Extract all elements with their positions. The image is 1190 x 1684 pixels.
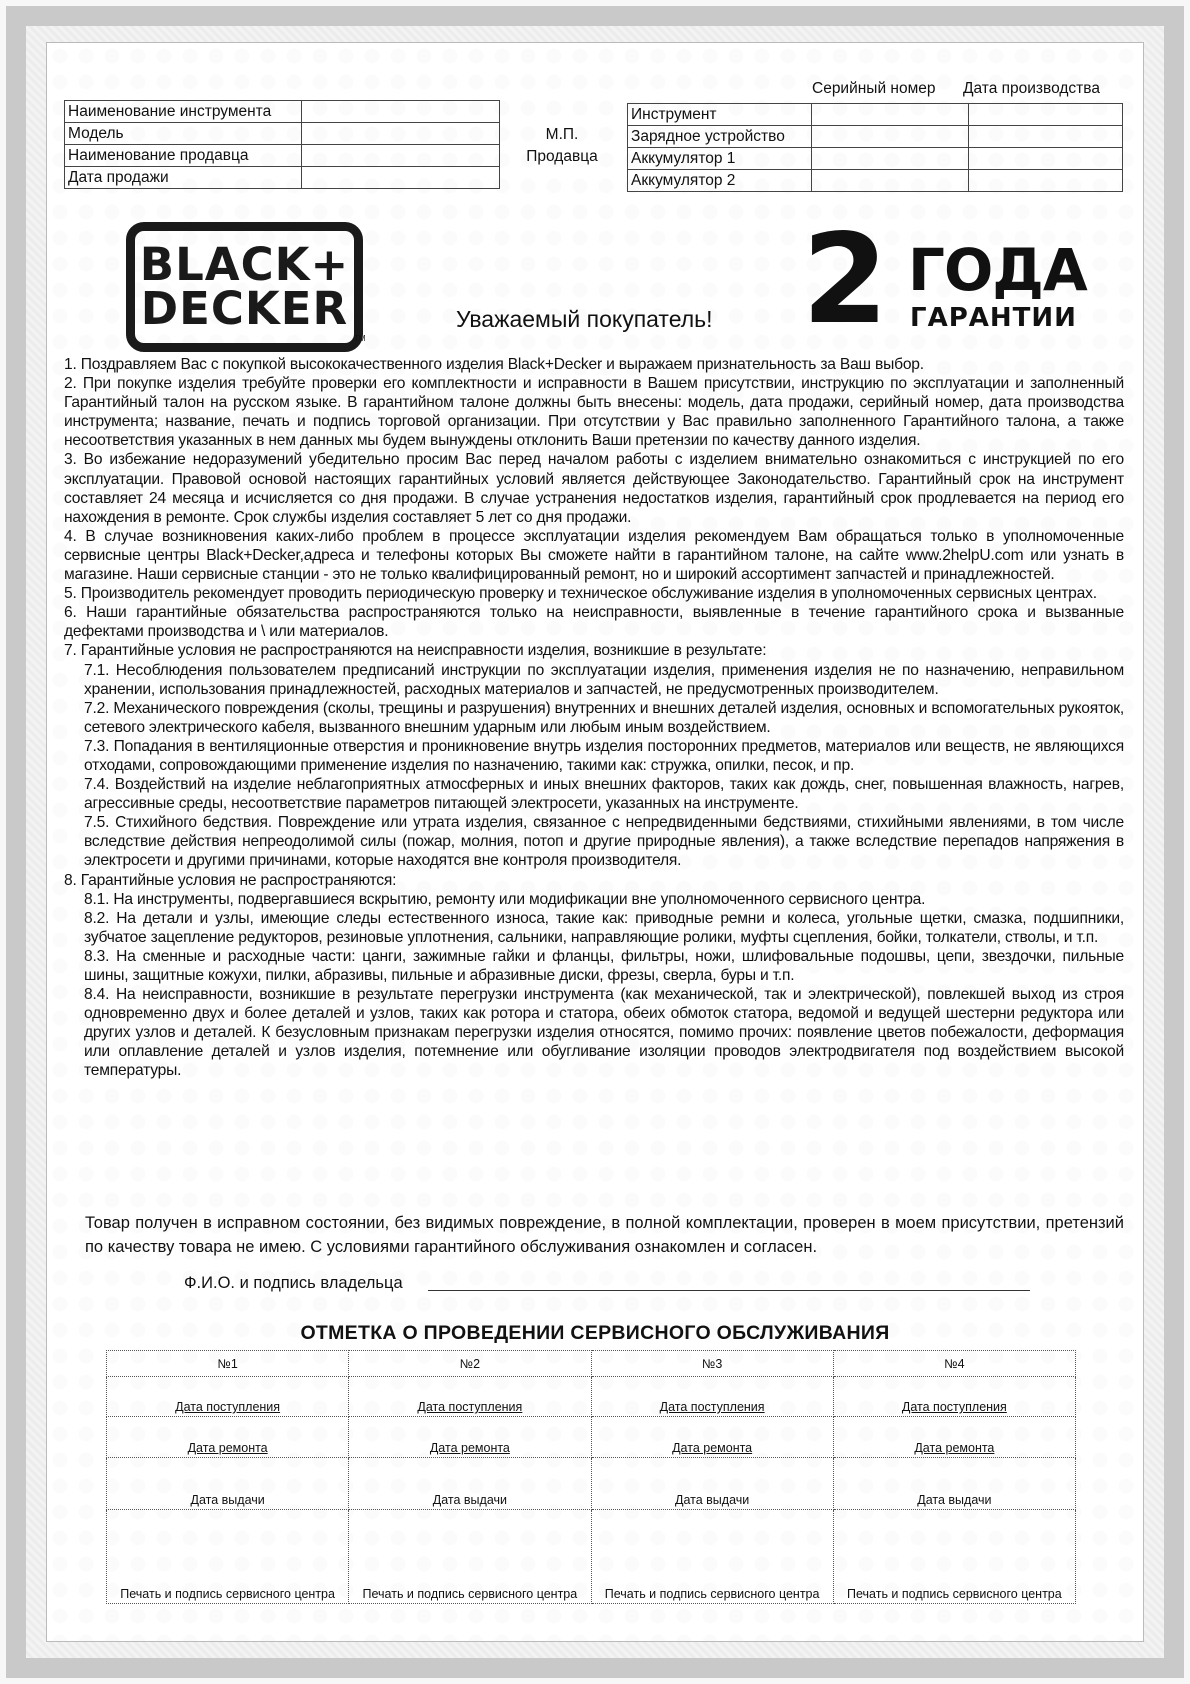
- serial-info-table: [627, 103, 1123, 192]
- received-date-cell[interactable]: [349, 1377, 591, 1417]
- repair-date-cell[interactable]: [107, 1417, 349, 1458]
- warranty-years-label: ГОДА: [908, 236, 1087, 304]
- receipt-statement: Товар получен в исправном состоянии, без видимых повреждение, в полной комплектации, проверен в моем присутствии, претензий по качеству товара не имею. С условиями гарантийного обслуживания ознакомлен и согласен.: [85, 1214, 1124, 1256]
- term-7-4: 7.4. Воздействий на изделие неблагоприятных атмосферных и иных внешних факторов, таких как дождь, снег, повышенная влажность, нагрев, агрессивные среды, несоответствие параметров питающей электросети, указанных на инструменте.: [84, 776, 1124, 813]
- owner-signature-line[interactable]: [428, 1290, 1030, 1291]
- service-stamp-cell[interactable]: Печать и подпись сервисного центра: [833, 1510, 1075, 1604]
- battery2-date-field[interactable]: [969, 170, 1123, 192]
- model-label: Модель: [65, 123, 302, 145]
- service-col-3: №3: [591, 1351, 833, 1377]
- received-date-label: Дата поступления: [659, 1400, 765, 1414]
- trademark-mark: TM: [354, 334, 366, 343]
- battery1-date-field[interactable]: [969, 148, 1123, 170]
- term-7-5: 7.5. Стихийного бедствия. Повреждение или утрата изделия, связанное с непредвиденными бедствиями, стихийными явлениями, в том числе вследствие действия непреодолимой силы (пожар, молния, потоп и другие природные явления), а также вследствие перепадов напряжения в электросети и другими причинами, которые находятся вне контроля производителя.: [84, 814, 1124, 870]
- repair-date-cell[interactable]: [591, 1417, 833, 1458]
- table-row: [65, 167, 500, 189]
- term-7-2: 7.2. Механического повреждения (сколы, трещины и разрушения) внутренних и внешних деталей изделия, основных и вспомогательных рукояток, сетевого электрического кабеля, вызванного внешним ударным или любым иным воздействием.: [84, 699, 1124, 736]
- received-date-cell[interactable]: [833, 1377, 1075, 1417]
- logo-line-2: DECKER: [140, 282, 349, 335]
- table-row: [107, 1417, 1076, 1458]
- issue-date-label: Дата выдачи: [432, 1493, 507, 1507]
- issue-date-cell[interactable]: [833, 1458, 1075, 1510]
- term-5: 5. Производитель рекомендует проводить периодическую проверку и техническое обслуживание изделия в уполномоченных сервисных центрах.: [64, 585, 1097, 603]
- term-7: 7. Гарантийные условия не распространяются на неисправности изделия, возникшие в результате:: [64, 642, 767, 660]
- term-7-3: 7.3. Попадания в вентиляционные отверстия и проникновение внутрь изделия посторонних предметов, материалов или веществ, не являющихся отходами, сопровождающими применение изделия по назначению, такими как: стружка, опилки, песок, и пр.: [84, 737, 1124, 774]
- repair-date-label: Дата ремонта: [429, 1441, 510, 1455]
- serial-number-header: Серийный номер: [812, 80, 936, 97]
- tool-name-label: Наименование инструмента: [65, 101, 302, 123]
- repair-date-cell[interactable]: [349, 1417, 591, 1458]
- term-3: 3. Во избежание недоразумений убедительно просим Вас перед началом работы с изделием внимательно ознакомиться с инструкцией по его эксплуатации. Правовой основой настоящих гарантийных условий является действующее Законодательство. Гарантийный срок на инструмент составляет 24 месяца и исчисляется со дня продажи. В случае устранения недостатков изделия, гарантийный срок продлевается на период его нахождения в ремонте. Срок службы изделия составляет 5 лет со дня продажи.: [64, 451, 1124, 526]
- stamp-seller-label: Продавца: [526, 148, 598, 165]
- model-field[interactable]: [302, 123, 500, 145]
- term-1: 1. Поздравляем Вас с покупкой высококачественного изделия Black+Decker и выражаем признательность за Ваш выбор.: [64, 356, 924, 373]
- received-date-label: Дата поступления: [901, 1400, 1007, 1414]
- table-row: [107, 1377, 1076, 1417]
- seller-stamp-area: [520, 124, 604, 168]
- service-section-title: ОТМЕТКА О ПРОВЕДЕНИИ СЕРВИСНОГО ОБСЛУЖИВАНИЯ: [300, 1322, 890, 1344]
- service-col-2: №2: [349, 1351, 591, 1377]
- production-date-header: Дата производства: [963, 80, 1100, 97]
- logo-line-1: BLACK+: [139, 238, 350, 291]
- tool-date-field[interactable]: [969, 104, 1123, 126]
- term-8-1: 8.1. На инструменты, подвергавшиеся вскрытию, ремонту или модификации вне уполномоченного сервисного центра.: [84, 890, 926, 908]
- battery1-serial-field[interactable]: [812, 148, 969, 170]
- battery2-serial-field[interactable]: [812, 170, 969, 192]
- warranty-years-number: 2: [802, 208, 887, 352]
- repair-date-cell[interactable]: [833, 1417, 1075, 1458]
- product-info-table: [64, 100, 500, 189]
- sale-date-label: Дата продажи: [65, 167, 302, 189]
- tool-label: Инструмент: [628, 104, 812, 126]
- warranty-terms: [64, 355, 1124, 1081]
- owner-signature-label: Ф.И.О. и подпись владельца: [184, 1274, 403, 1292]
- service-col-4: №4: [833, 1351, 1075, 1377]
- battery2-label: Аккумулятор 2: [628, 170, 812, 192]
- table-row: [628, 148, 1123, 170]
- table-row: [65, 145, 500, 167]
- table-row: [107, 1458, 1076, 1510]
- table-row: [628, 170, 1123, 192]
- term-7-1: 7.1. Несоблюдения пользователем предписаний инструкции по эксплуатации изделия, применения изделия не по назначению, неправильном хранении, использования принадлежностей, расходных материалов и запчастей, не предусмотренных производителем.: [84, 661, 1124, 698]
- greeting: Уважаемый покупатель!: [456, 306, 713, 332]
- table-row: [628, 104, 1123, 126]
- tool-name-field[interactable]: [302, 101, 500, 123]
- service-stamp-cell[interactable]: Печать и подпись сервисного центра: [107, 1510, 349, 1604]
- repair-date-label: Дата ремонта: [187, 1441, 268, 1455]
- table-row: [65, 101, 500, 123]
- issue-date-label: Дата выдачи: [675, 1493, 750, 1507]
- table-row: [107, 1510, 1076, 1604]
- repair-date-label: Дата ремонта: [914, 1441, 995, 1455]
- charger-date-field[interactable]: [969, 126, 1123, 148]
- issue-date-label: Дата выдачи: [917, 1493, 992, 1507]
- sale-date-field[interactable]: [302, 167, 500, 189]
- term-8-4: 8.4. На неисправности, возникшие в результате перегрузки инструмента (как механической, так и электрической), повлекшей выход из строя одновременно двух и более деталей и узлов, таких как ротора и статора, обеих обмоток статора, ведомой и ведущей шестерни редуктора или других узлов и деталей. К безусловным признакам перегрузки изделия относятся, помимо прочих: появление цветов побежалости, деформация или оплавление деталей и узлов изделия, потемнение или обугливание изоляции проводов электродвигателя под воздействием высокой температуры.: [84, 986, 1124, 1080]
- service-col-1: №1: [107, 1351, 349, 1377]
- seller-name-field[interactable]: [302, 145, 500, 167]
- term-6: 6. Наши гарантийные обязательства распространяются только на неисправности, выявленные в течение гарантийного срока и вызванные дефектами производства и \ или материалов.: [64, 604, 1124, 641]
- issue-date-cell[interactable]: [591, 1458, 833, 1510]
- received-date-label: Дата поступления: [417, 1400, 523, 1414]
- term-2: 2. При покупке изделия требуйте проверки его комплектности и исправности в Вашем присутствии, инструкцию по эксплуатации и заполненный Гарантийный талон на русском языке. В гарантийном талоне должны быть внесены: модель, дата продажи, серийный номер, дата производства инструмента; название, печать и подпись торговой организации. При отсутствии у Вас правильно заполненного Гарантийного талона, а также несоответствия указанных в нем данных мы будем вынуждены отклонить Ваши претензии по качеству данного изделия.: [64, 375, 1124, 450]
- term-8-3: 8.3. На сменные и расходные части: цанги, зажимные гайки и фланцы, фильтры, ножи, шлифовальные подошвы, цепи, звездочки, пильные шины, защитные кожухи, пилки, абразивы, пильные и абразивные диски, фрезы, сверла, буры и т.п.: [84, 947, 1124, 984]
- stamp-label: М.П.: [545, 126, 579, 143]
- warranty-label: ГАРАНТИИ: [910, 303, 1077, 333]
- issue-date-label: Дата выдачи: [190, 1493, 265, 1507]
- term-8-2: 8.2. На детали и узлы, имеющие следы естественного износа, такие как: приводные ремни и колеса, угольные щетки, смазка, подшипники, зубчатое зацепление редукторов, резиновые уплотнения, сальники, направляющие ролики, муфты сцепления, бойки, толкатели, стволы, и т.п.: [84, 909, 1124, 946]
- service-records-table: [106, 1350, 1076, 1604]
- charger-label: Зарядное устройство: [628, 126, 812, 148]
- table-row: [107, 1351, 1076, 1377]
- received-date-cell[interactable]: [591, 1377, 833, 1417]
- service-stamp-cell[interactable]: Печать и подпись сервисного центра: [591, 1510, 833, 1604]
- brand-logo: [126, 222, 363, 352]
- issue-date-cell[interactable]: [107, 1458, 349, 1510]
- service-stamp-cell[interactable]: Печать и подпись сервисного центра: [349, 1510, 591, 1604]
- received-date-label: Дата поступления: [175, 1400, 281, 1414]
- table-row: [65, 123, 500, 145]
- seller-name-label: Наименование продавца: [65, 145, 302, 167]
- issue-date-cell[interactable]: [349, 1458, 591, 1510]
- table-row: [628, 126, 1123, 148]
- repair-date-label: Дата ремонта: [672, 1441, 753, 1455]
- received-date-cell[interactable]: [107, 1377, 349, 1417]
- tool-serial-field[interactable]: [812, 104, 969, 126]
- term-4: 4. В случае возникновения каких-либо проблем в процессе эксплуатации изделия рекомендуем Вам обращаться только в уполномоченные сервисные центры Black+Decker,адреса и телефоны которых Вы сможете найти в гарантийном талоне, на сайте www.2helpU.com или узнать в магазине. Наши сервисные станции - это не только квалифицированный ремонт, но и широкий ассортимент запчастей и принадлежностей.: [64, 527, 1124, 584]
- charger-serial-field[interactable]: [812, 126, 969, 148]
- battery1-label: Аккумулятор 1: [628, 148, 812, 170]
- term-8: 8. Гарантийные условия не распространяются:: [64, 871, 397, 889]
